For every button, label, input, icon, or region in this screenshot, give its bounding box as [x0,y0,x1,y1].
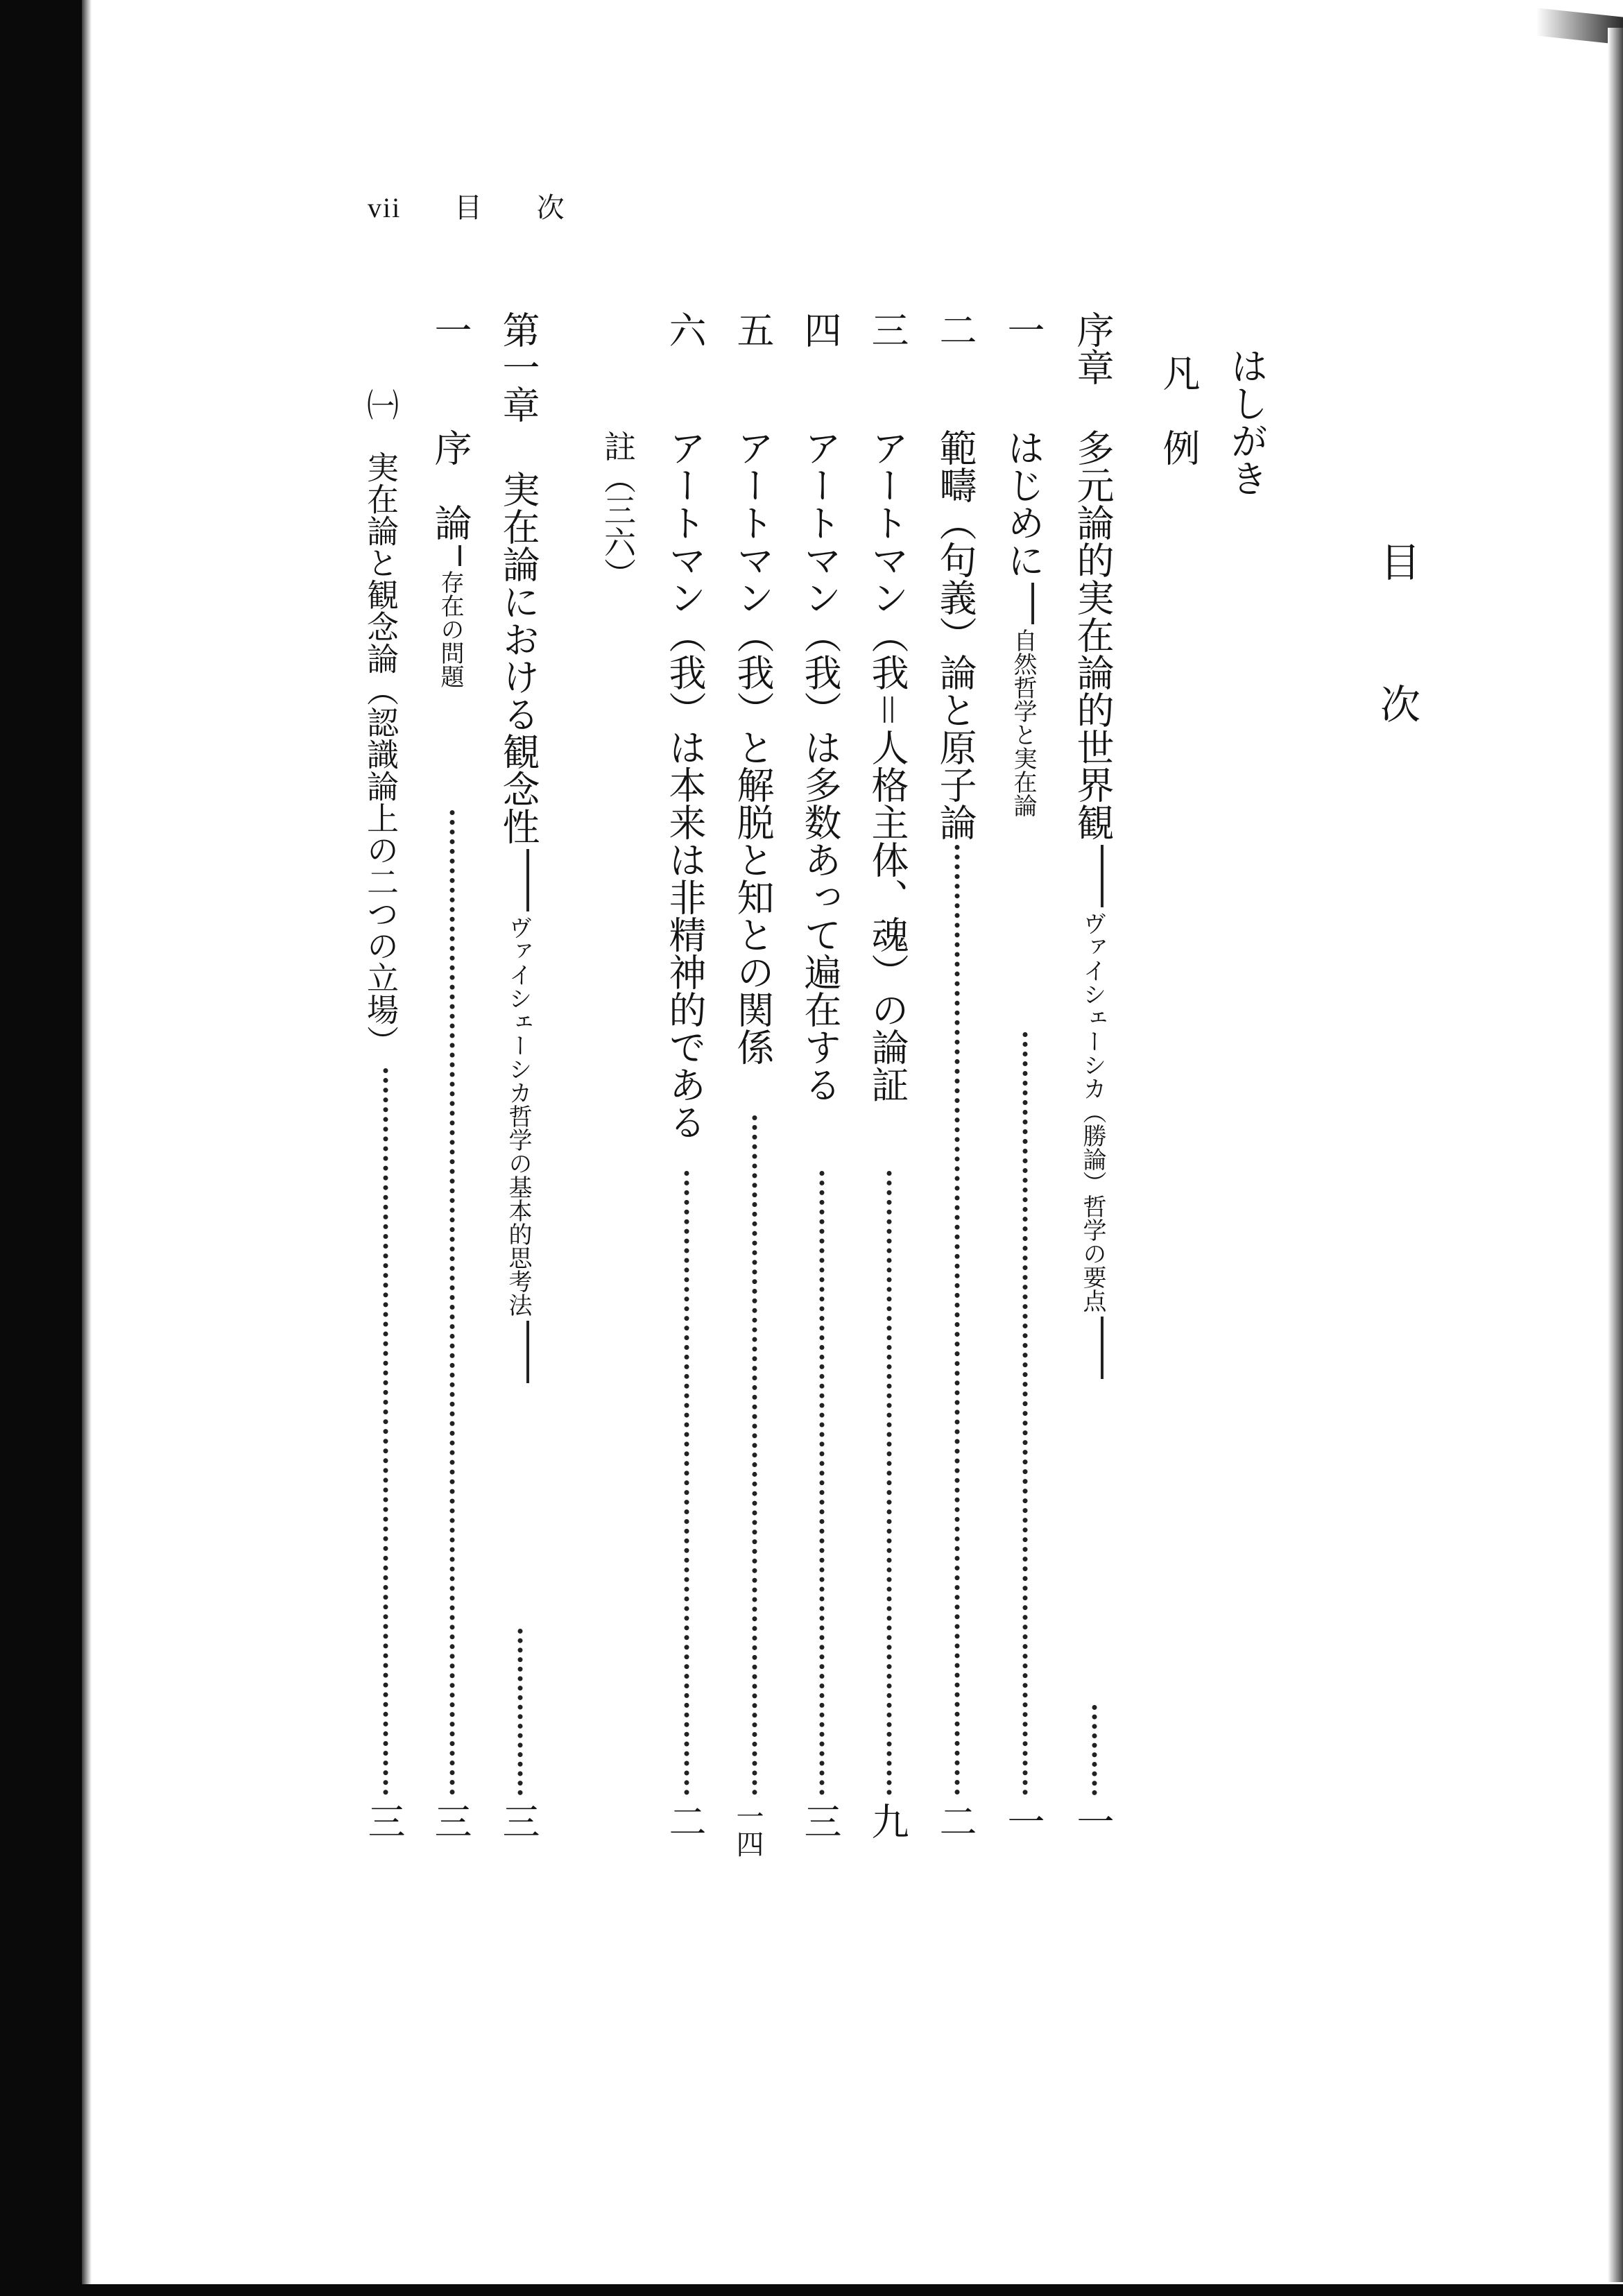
toc-entry-text: アートマン（我＝人格主体、魂）の論証 [866,429,909,1103]
book-spine-shadow [0,0,82,2296]
page-right-edge-shadow [1608,28,1623,2282]
em-dash [1101,1317,1104,1379]
dot-leader [955,845,960,1795]
dot-leader [450,810,455,1795]
toc-entry-label: 五 [731,311,775,348]
toc-entry-text: はしがき [1225,347,1269,497]
dot-leader [887,1171,892,1795]
toc-entry-page: 九 [866,1802,909,1840]
toc-entry-text: アートマン（我）は本来は非精神的である [663,429,707,1140]
toc-entry-page: 三 [497,1802,540,1840]
toc-entry-subtitle: 存在の問題 [436,570,464,688]
toc-entry-page: 三 [429,1802,472,1840]
em-dash [1101,845,1104,907]
toc-entry-page: 二 [663,1802,707,1840]
spine-gradient [82,0,92,2296]
toc-entry-chapter-1-section-1 [431,311,473,1847]
toc-entry-label: 三 [866,311,909,348]
toc-entry-section-5 [731,311,775,1858]
toc-entry-title: はじめに [1002,429,1045,579]
toc-entry-title: 序 論 [429,429,472,541]
toc-entry-section-4 [798,311,843,1847]
toc-entry-text: 註（三六） [599,430,637,590]
toc-entry-text: 凡 例 [1157,354,1201,466]
running-head-page-number: vii [368,192,402,223]
toc-entry-subtitle: ヴァイシェーシカ哲学の基本的思考法 [504,916,532,1317]
toc-entry-text: アートマン（我）と解脱と知との関係 [731,429,775,1065]
running-head-title-first: 目 [454,192,483,224]
toc-entry-text [429,429,472,688]
page-bottom-edge [0,2284,1623,2296]
toc-entry-text [1071,429,1115,1383]
toc-entry-page: 一 [1002,1802,1045,1840]
toc-entry-label: 二 [934,311,977,348]
em-dash [526,1321,529,1383]
page-title-first: 目 [1373,541,1420,581]
em-dash [526,849,529,911]
toc-entry-page: 二 [934,1802,977,1840]
dot-leader [820,1171,825,1795]
toc-entry-label: ㈠ [362,388,400,420]
toc-entry-section-2 [936,311,978,1847]
toc-entry-section-1 [1004,311,1046,1847]
toc-entry-page: 一 [1071,1802,1115,1840]
toc-entry-prologue [1071,311,1115,1847]
toc-entry-text: 実在論と観念論（認識論上の二つの立場） [362,451,400,1057]
toc-entry-subtitle: 自然哲学と実在論 [1009,628,1037,817]
toc-entry-page: 三 [362,1802,406,1840]
dot-leader [384,1068,388,1795]
page-title-second: 次 [1373,683,1420,723]
toc-entry-text: アートマン（我）は多数あって遍在する [798,429,842,1103]
toc-entry-title: 実在論における観念性 [497,470,540,845]
toc-entry-label: 一 [1002,311,1045,348]
em-dash [458,545,461,566]
toc-entry-subtitle: ヴァイシェーシカ（勝論）哲学の要点 [1079,911,1106,1312]
dot-leader [1023,1032,1028,1795]
toc-entry-subsection-1 [362,388,406,1847]
toc-entry-label: 序章 [1071,311,1115,386]
running-head [368,186,566,225]
em-dash [1031,583,1034,624]
toc-entry-section-3 [868,311,910,1847]
toc-entry-chapter-1 [499,311,541,1847]
dot-leader [753,1115,757,1795]
running-head-title-second: 次 [536,192,566,224]
toc-entry-text [1002,429,1045,817]
dot-leader [685,1171,689,1795]
toc-entry-page: 三 [798,1802,842,1840]
toc-entry-title: 多元論的実在論的世界観 [1071,429,1115,841]
dot-leader [518,1629,523,1795]
toc-entry-section-6 [663,311,707,1847]
toc-entry-label: 四 [798,311,842,348]
toc-entry-label: 一 [429,311,472,348]
toc-entry-label: 第一章 [497,311,540,423]
toc-entry-text: 範疇（句義）論と原子論 [934,429,977,841]
dot-leader [1092,1705,1097,1795]
toc-entry-page: 一四 [732,1802,764,1858]
toc-entry-label: 六 [663,311,707,348]
toc-entry-text [497,470,540,1387]
